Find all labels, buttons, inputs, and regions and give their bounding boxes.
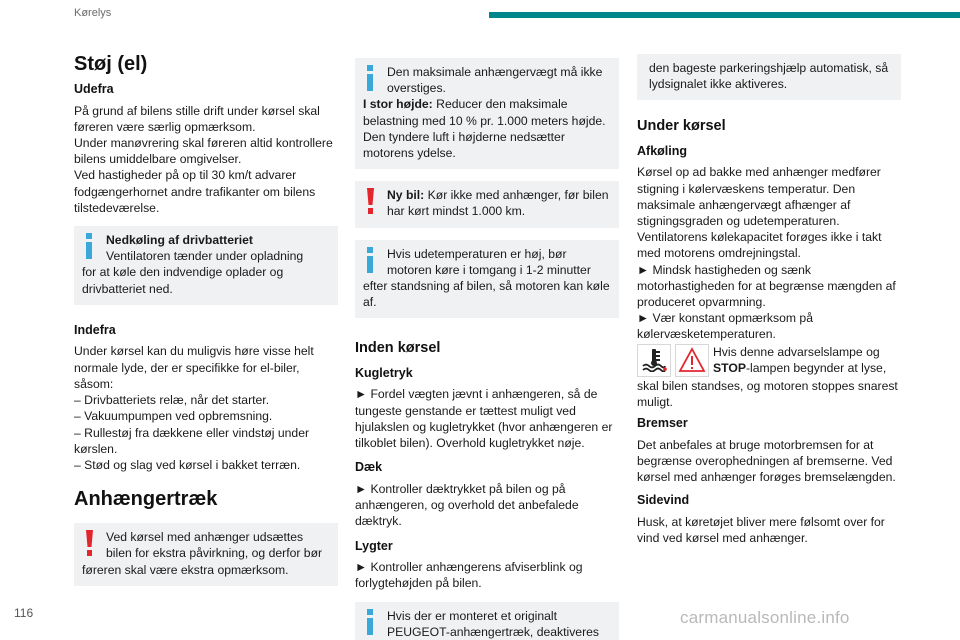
title-stoj: Støj (el) <box>74 53 148 75</box>
info-icon <box>82 232 106 262</box>
warning-line-2: bilen for ekstra påvirkning, og derfor bør <box>106 546 323 561</box>
text-sidevind: Husk, at køretøjet bliver mere følsomt over for vind ved kørsel med anhænger. <box>637 514 885 546</box>
text-udefra-1: På grund af bilens stille drift under kørsel skal føreren være særlig opmærksom. <box>74 103 320 134</box>
heading-inden-korsel: Inden kørsel <box>355 340 441 357</box>
info-line-1: Hvis udetemperaturen er høj, bør <box>387 246 567 261</box>
warning-line-2: har kørt mindst 1.000 km. <box>387 204 526 219</box>
header-section-label: Kørelys <box>74 7 112 19</box>
column-left <box>74 52 338 598</box>
info-line-2: overstiges. <box>387 81 446 96</box>
info-box-max-weight <box>355 58 619 169</box>
text-afkoeling-3: ► Vær konstant opmærksom på kølervæsketemperaturen. <box>637 311 813 342</box>
warning-rest: føreren skal være ekstra opmærksom. <box>82 562 289 577</box>
warning-box-new-car <box>355 181 619 227</box>
heading-kugletryk: Kugletryk <box>355 365 413 380</box>
info-icon <box>363 246 387 276</box>
info-continuation-text: den bageste parkeringshjælp automatisk, så lydsignalet ikke aktiveres. <box>649 61 889 92</box>
info-rest: efter standsning af bilen, så motoren kan køle af. <box>363 279 610 310</box>
heading-daek: Dæk <box>355 460 383 475</box>
header-accent-bar <box>489 12 960 18</box>
heading-sidevind: Sidevind <box>637 493 690 508</box>
text-udefra-3: Ved hastigheder på op til 30 km/t advarer fodgængerhornet andre trafikanter om bilens tilstedeværelse. <box>74 168 316 215</box>
info-rest: Reducer den maksimale belastning med 10 % pr. 1.000 meters højde. Den tyndere luft i højderne nedsætter motorens ydelse. <box>363 97 606 161</box>
title-anhaengertraek: Anhængertræk <box>74 488 218 511</box>
info-bold-label: I stor højde: <box>363 97 433 112</box>
warning-box-trailer <box>74 523 338 586</box>
warning-icon <box>363 187 387 217</box>
info-box-towbar <box>355 602 619 640</box>
coolant-temperature-icon <box>637 344 671 377</box>
text-udefra-2: Under manøvrering skal føreren altid kontrollere bilens umiddelbare omgivelser. <box>74 136 333 167</box>
info-icon <box>363 608 387 638</box>
text-afkoeling-2: ► Mindsk hastigheden og sænk motorhastigheden for at begrænse mængden af produceret opvarmning. <box>637 262 896 310</box>
info-box-continuation <box>637 54 901 100</box>
list-item: – Vakuumpumpen ved opbremsning. <box>74 409 273 424</box>
list-item: – Stød og slag ved kørsel i bakket terræn. <box>74 457 301 472</box>
info-box-rest: for at køle den indvendige oplader og drivbatteriet ned. <box>82 265 284 296</box>
list-item: – Rullestøj fra dækkene eller vindstøj under kørslen. <box>74 425 310 456</box>
warning-lamp-row <box>637 344 901 377</box>
info-line-1: Den maksimale anhængervægt må ikke <box>387 65 603 79</box>
heading-under-korsel: Under kørsel <box>637 118 726 135</box>
list-item: – Drivbatteriets relæ, når det starter. <box>74 393 270 408</box>
info-icon <box>363 64 387 94</box>
heading-indefra: Indefra <box>74 322 116 337</box>
stop-label: STOP <box>713 360 746 375</box>
warning-triangle-icon <box>675 344 709 377</box>
warning-lamp-line-1: Hvis denne advarselslampe og <box>713 344 880 359</box>
page-number: 116 <box>14 606 34 620</box>
info-box-temperature <box>355 240 619 319</box>
heading-bremser: Bremser <box>637 416 688 431</box>
text-afkoeling-1: Kørsel op ad bakke med anhænger medfører stigning i kølervæskens temperatur. Den maksimale anhængervægt afhænger af stigningsgraden og udetemperaturen. Ventilatorens kølekapacitet forøges ikke i takt med motorens omdrejningstal. <box>637 165 882 261</box>
warning-icon <box>82 529 106 559</box>
text-daek: ► Kontroller dæktrykket på bilen og på anhængeren, og overhold det anbefalede dæktryk. <box>355 481 579 529</box>
info-line-2: motoren køre i tomgang i 1-2 minutter <box>387 262 591 277</box>
text-bremser: Det anbefales at bruge motorbremsen for at begrænse overophedningen af bremserne. Ved kørsel med anhænger forøges bremselængden. <box>637 437 896 485</box>
info-box-line: Ventilatoren tænder under opladning <box>106 249 304 264</box>
info-line-2: PEUGEOT-anhængertræk, deaktiveres <box>387 624 600 639</box>
text-warning-lamp-rest: skal bilen standses, og motoren stoppes snarest muligt. <box>637 378 898 409</box>
warning-lamp-line-2: -lampen begynder at lyse, <box>745 360 887 375</box>
warning-bold-label: Ny bil: <box>387 188 425 203</box>
text-lygter: ► Kontroller anhængerens afviserblink og forlygtehøjden på bilen. <box>355 560 583 591</box>
column-right <box>637 54 901 554</box>
text-indefra: Under kørsel kan du muligvis høre visse helt normale lyde, der er specifikke for el-biler, såsom: <box>74 344 314 391</box>
info-box-battery <box>74 226 338 305</box>
heading-afkoeling: Afkøling <box>637 143 687 158</box>
heading-udefra: Udefra <box>74 82 114 96</box>
text-kugletryk: ► Fordel vægten jævnt i anhængeren, så de tungeste genstande er tættest muligt ved hjulakslen og kugletrykket (hvor anhængeren er tilkoblet bilen). Overhold kugletrykket nøje. <box>355 387 613 451</box>
column-middle <box>355 58 619 640</box>
info-line-1: Hvis der er monteret et originalt <box>387 608 558 623</box>
heading-lygter: Lygter <box>355 538 393 553</box>
warning-line-1: Ved kørsel med anhænger udsættes <box>106 530 304 545</box>
warning-line-1: Kør ikke med anhænger, før bilen <box>424 188 609 203</box>
watermark-text: carmanualsonline.info <box>680 608 850 627</box>
info-box-title: Nedkøling af drivbatteriet <box>106 233 253 248</box>
